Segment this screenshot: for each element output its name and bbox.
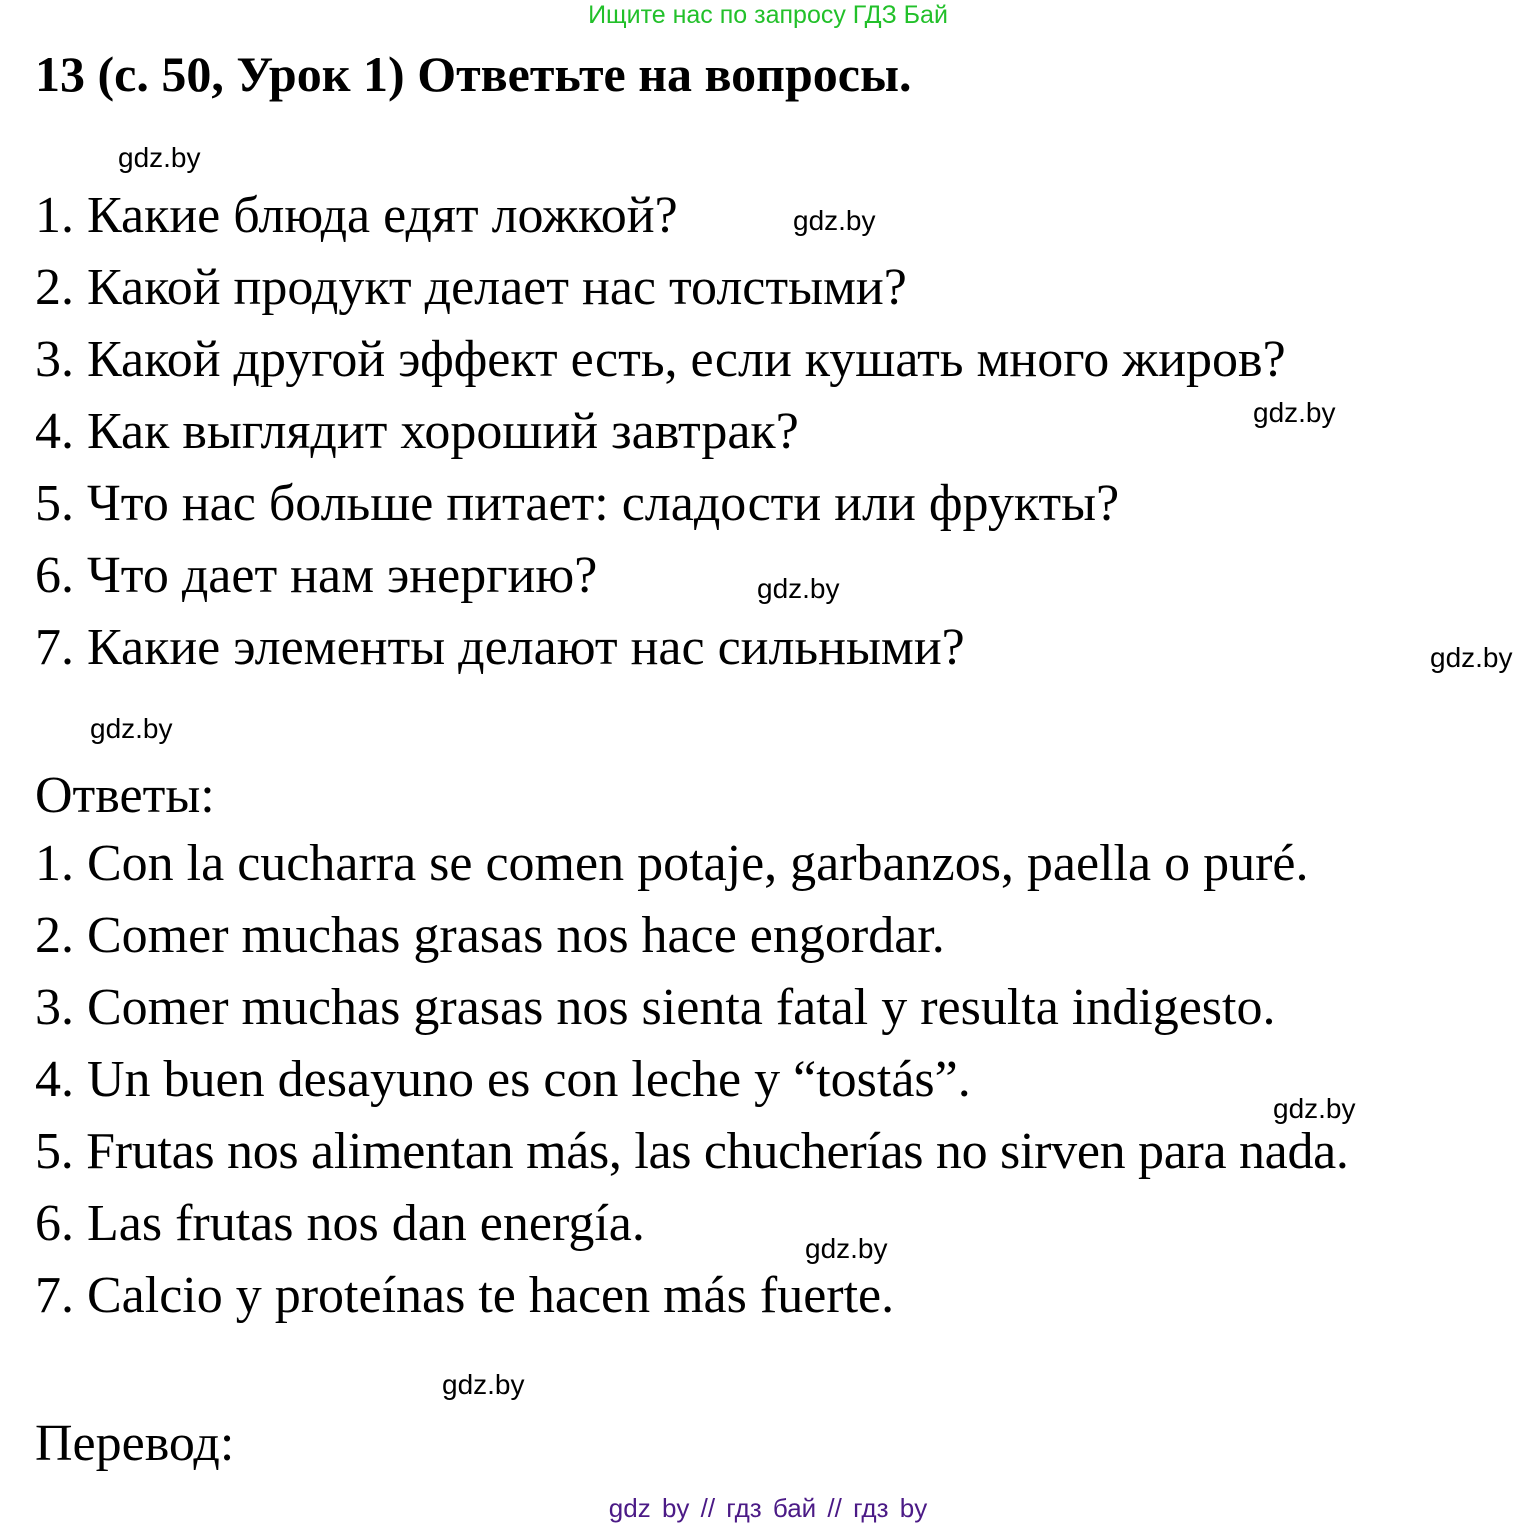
page-title: 13 (с. 50, Урок 1) Ответьте на вопросы.: [35, 46, 912, 102]
question-1: 1. Какие блюда едят ложкой?: [35, 187, 678, 244]
answer-7: 7. Calcio y proteínas te hacen más fuerte.: [35, 1267, 895, 1324]
question-5: 5. Что нас больше питает: сладости или фрукты?: [35, 475, 1120, 532]
question-4: 4. Как выглядит хороший завтрак?: [35, 403, 799, 460]
translation-heading: Перевод:: [35, 1415, 235, 1472]
answer-5: 5. Frutas nos alimentan más, las chucherías no sirven para nada.: [35, 1123, 1349, 1180]
footer-watermark: gdz by // гдз бай // гдз by: [608, 1493, 928, 1523]
watermark: gdz.by: [1253, 397, 1336, 428]
watermark: gdz.by: [90, 713, 173, 744]
watermark: gdz.by: [118, 142, 201, 173]
watermark: gdz.by: [1430, 642, 1513, 673]
question-7: 7. Какие элементы делают нас сильными?: [35, 619, 965, 676]
answers-heading: Ответы:: [35, 767, 215, 824]
answer-6: 6. Las frutas nos dan energía.: [35, 1195, 645, 1252]
question-2: 2. Какой продукт делает нас толстыми?: [35, 259, 907, 316]
watermark: gdz.by: [793, 205, 876, 236]
watermark: gdz.by: [442, 1369, 525, 1400]
answer-4: 4. Un buen desayuno es con leche y “tostás”.: [35, 1051, 971, 1108]
question-3: 3. Какой другой эффект есть, если кушать много жиров?: [35, 331, 1286, 388]
watermark: gdz.by: [805, 1233, 888, 1264]
watermark: gdz.by: [1273, 1093, 1356, 1124]
answer-1: 1. Con la cucharra se comen potaje, garbanzos, paella o puré.: [35, 835, 1309, 892]
question-6: 6. Что дает нам энергию?: [35, 547, 598, 604]
watermark: gdz.by: [757, 573, 840, 604]
answer-3: 3. Comer muchas grasas nos sienta fatal y resulta indigesto.: [35, 979, 1276, 1036]
search-banner: Ищите нас по запросу ГДЗ Бай: [588, 1, 948, 29]
answer-2: 2. Comer muchas grasas nos hace engordar.: [35, 907, 945, 964]
